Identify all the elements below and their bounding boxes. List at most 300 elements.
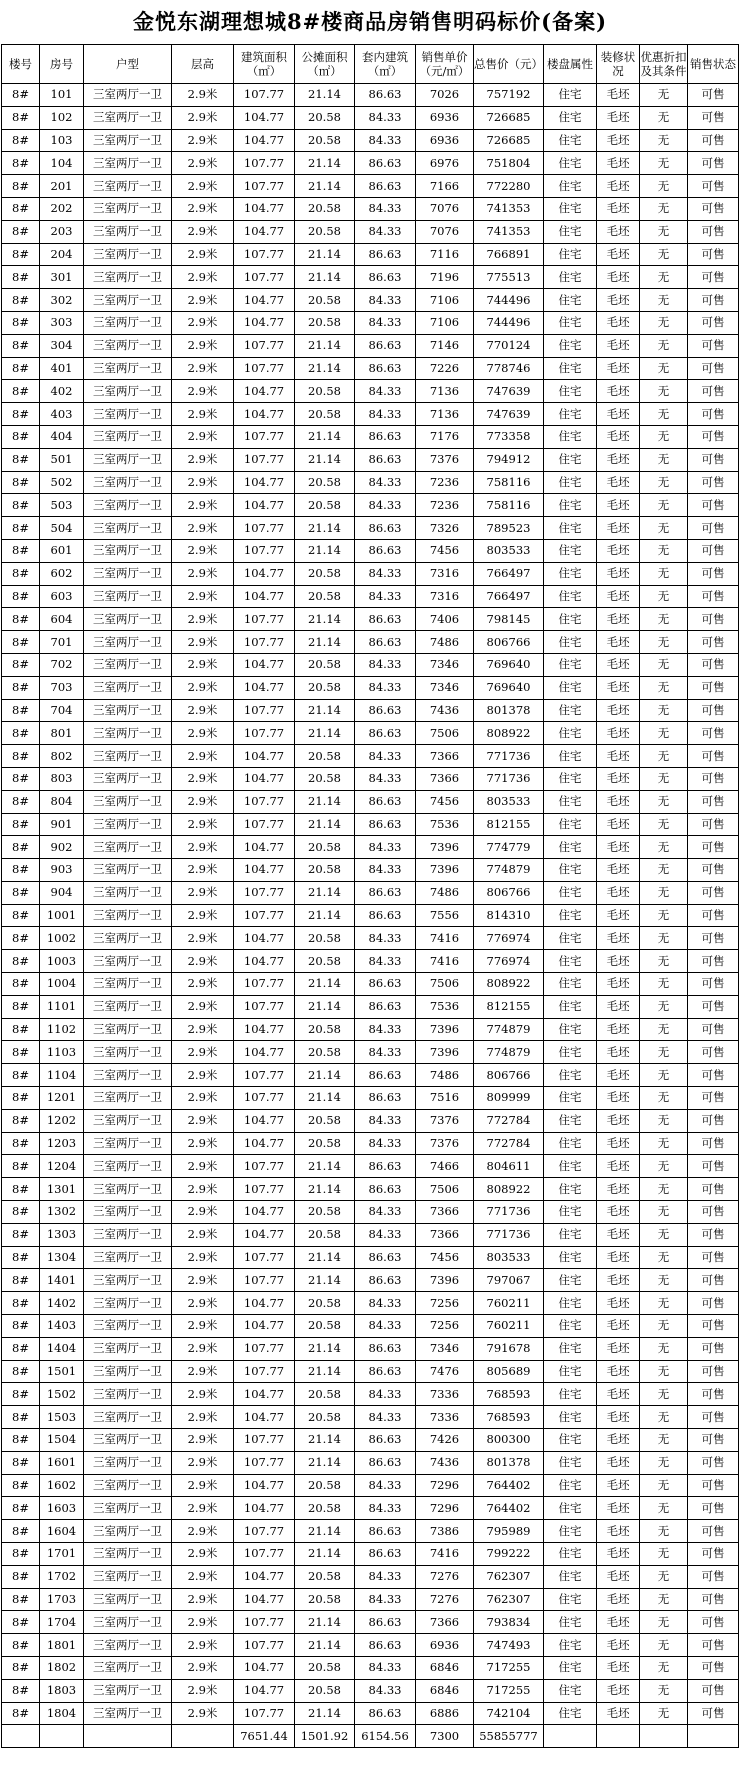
table-cell: 三室两厅一卫	[84, 1337, 172, 1360]
table-cell: 三室两厅一卫	[84, 311, 172, 334]
table-cell: 2.9米	[172, 676, 234, 699]
table-cell: 86.63	[355, 881, 416, 904]
table-cell: 毛坯	[597, 1383, 640, 1406]
total-cell	[597, 1725, 640, 1748]
table-cell: 2.9米	[172, 927, 234, 950]
table-cell: 401	[40, 357, 84, 380]
table-cell: 毛坯	[597, 995, 640, 1018]
table-row	[2, 175, 739, 198]
table-cell: 7466	[416, 1155, 474, 1178]
table-cell: 7456	[416, 1246, 474, 1269]
table-cell: 7506	[416, 722, 474, 745]
table-cell: 8#	[2, 1406, 40, 1429]
table-cell: 住宅	[544, 1383, 597, 1406]
table-cell: 住宅	[544, 1634, 597, 1657]
table-cell: 2.9米	[172, 1611, 234, 1634]
table-cell: 8#	[2, 266, 40, 289]
table-cell: 三室两厅一卫	[84, 1132, 172, 1155]
table-cell: 三室两厅一卫	[84, 1087, 172, 1110]
table-cell: 毛坯	[597, 243, 640, 266]
table-cell: 7486	[416, 631, 474, 654]
table-cell: 20.58	[295, 653, 355, 676]
table-cell: 107.77	[234, 539, 295, 562]
table-row	[2, 243, 739, 266]
table-cell: 2.9米	[172, 995, 234, 1018]
table-cell: 7136	[416, 380, 474, 403]
table-cell: 三室两厅一卫	[84, 699, 172, 722]
table-cell: 无	[640, 106, 688, 129]
table-row	[2, 1360, 739, 1383]
table-cell: 无	[640, 653, 688, 676]
table-cell: 303	[40, 311, 84, 334]
table-cell: 毛坯	[597, 608, 640, 631]
table-cell: 可售	[688, 517, 739, 540]
table-cell: 住宅	[544, 380, 597, 403]
table-cell: 三室两厅一卫	[84, 1497, 172, 1520]
table-cell: 可售	[688, 1611, 739, 1634]
table-cell: 21.14	[295, 1543, 355, 1566]
table-cell: 住宅	[544, 722, 597, 745]
table-cell: 107.77	[234, 790, 295, 813]
table-cell: 7416	[416, 927, 474, 950]
table-cell: 可售	[688, 1223, 739, 1246]
table-cell: 三室两厅一卫	[84, 1543, 172, 1566]
table-cell: 住宅	[544, 539, 597, 562]
table-cell: 8#	[2, 243, 40, 266]
table-cell: 21.14	[295, 1451, 355, 1474]
table-cell: 毛坯	[597, 562, 640, 585]
table-cell: 8#	[2, 859, 40, 882]
table-cell: 住宅	[544, 334, 597, 357]
table-cell: 住宅	[544, 1201, 597, 1224]
table-cell: 三室两厅一卫	[84, 995, 172, 1018]
table-cell: 毛坯	[597, 1018, 640, 1041]
table-cell: 86.63	[355, 448, 416, 471]
table-cell: 8#	[2, 1018, 40, 1041]
table-cell: 2.9米	[172, 790, 234, 813]
table-cell: 三室两厅一卫	[84, 927, 172, 950]
table-cell: 84.33	[355, 1109, 416, 1132]
table-cell: 2.9米	[172, 859, 234, 882]
table-cell: 104.77	[234, 585, 295, 608]
table-cell: 21.14	[295, 881, 355, 904]
table-cell: 三室两厅一卫	[84, 950, 172, 973]
table-cell: 801378	[474, 699, 544, 722]
table-cell: 202	[40, 197, 84, 220]
table-cell: 三室两厅一卫	[84, 767, 172, 790]
table-cell: 毛坯	[597, 1360, 640, 1383]
table-cell: 毛坯	[597, 1155, 640, 1178]
table-cell: 可售	[688, 813, 739, 836]
table-cell: 三室两厅一卫	[84, 106, 172, 129]
table-cell: 86.63	[355, 813, 416, 836]
table-cell: 毛坯	[597, 266, 640, 289]
table-cell: 可售	[688, 1679, 739, 1702]
table-cell: 可售	[688, 676, 739, 699]
table-cell: 86.63	[355, 1611, 416, 1634]
table-cell: 住宅	[544, 403, 597, 426]
table-cell: 三室两厅一卫	[84, 1520, 172, 1543]
table-cell: 21.14	[295, 1178, 355, 1201]
table-cell: 86.63	[355, 266, 416, 289]
table-cell: 8#	[2, 1178, 40, 1201]
table-cell: 1004	[40, 973, 84, 996]
table-cell: 7346	[416, 676, 474, 699]
table-cell: 7376	[416, 448, 474, 471]
table-cell: 2.9米	[172, 1155, 234, 1178]
table-cell: 7346	[416, 1337, 474, 1360]
table-cell: 毛坯	[597, 1337, 640, 1360]
table-cell: 107.77	[234, 608, 295, 631]
table-row	[2, 1497, 739, 1520]
table-cell: 1204	[40, 1155, 84, 1178]
table-cell: 可售	[688, 699, 739, 722]
table-cell: 769640	[474, 653, 544, 676]
table-cell: 20.58	[295, 1656, 355, 1679]
table-cell: 8#	[2, 1201, 40, 1224]
table-cell: 8#	[2, 699, 40, 722]
table-cell: 2.9米	[172, 745, 234, 768]
table-cell: 1301	[40, 1178, 84, 1201]
table-cell: 毛坯	[597, 1315, 640, 1338]
table-cell: 可售	[688, 220, 739, 243]
table-cell: 2.9米	[172, 471, 234, 494]
table-row	[2, 1132, 739, 1155]
table-cell: 84.33	[355, 471, 416, 494]
table-cell: 三室两厅一卫	[84, 175, 172, 198]
table-row	[2, 1064, 739, 1087]
table-cell: 三室两厅一卫	[84, 1679, 172, 1702]
table-cell: 84.33	[355, 106, 416, 129]
table-cell: 住宅	[544, 653, 597, 676]
table-cell: 503	[40, 494, 84, 517]
table-cell: 7456	[416, 539, 474, 562]
table-row	[2, 380, 739, 403]
table-cell: 808922	[474, 973, 544, 996]
table-cell: 可售	[688, 175, 739, 198]
table-cell: 84.33	[355, 1656, 416, 1679]
table-cell: 三室两厅一卫	[84, 1315, 172, 1338]
table-row	[2, 494, 739, 517]
table-cell: 104.77	[234, 1565, 295, 1588]
table-cell: 住宅	[544, 859, 597, 882]
table-cell: 无	[640, 220, 688, 243]
table-cell: 毛坯	[597, 1497, 640, 1520]
table-cell: 107.77	[234, 1634, 295, 1657]
column-header: 房号	[40, 45, 84, 84]
table-cell: 2.9米	[172, 1474, 234, 1497]
table-cell: 84.33	[355, 1474, 416, 1497]
table-cell: 8#	[2, 1565, 40, 1588]
table-cell: 7556	[416, 904, 474, 927]
table-row	[2, 1474, 739, 1497]
table-cell: 可售	[688, 1429, 739, 1452]
table-cell: 无	[640, 904, 688, 927]
table-cell: 8#	[2, 471, 40, 494]
table-cell: 住宅	[544, 494, 597, 517]
table-cell: 766497	[474, 585, 544, 608]
table-cell: 21.14	[295, 1087, 355, 1110]
table-cell: 8#	[2, 653, 40, 676]
table-cell: 可售	[688, 1087, 739, 1110]
table-cell: 1304	[40, 1246, 84, 1269]
table-cell: 2.9米	[172, 197, 234, 220]
table-cell: 无	[640, 1292, 688, 1315]
table-cell: 7396	[416, 1041, 474, 1064]
table-cell: 21.14	[295, 539, 355, 562]
table-cell: 1704	[40, 1611, 84, 1634]
table-row	[2, 1520, 739, 1543]
table-cell: 84.33	[355, 1223, 416, 1246]
table-cell: 304	[40, 334, 84, 357]
table-cell: 8#	[2, 1588, 40, 1611]
table-cell: 104.77	[234, 1018, 295, 1041]
table-cell: 86.63	[355, 1702, 416, 1725]
table-cell: 住宅	[544, 973, 597, 996]
table-cell: 无	[640, 539, 688, 562]
table-cell: 742104	[474, 1702, 544, 1725]
table-cell: 1702	[40, 1565, 84, 1588]
table-cell: 7486	[416, 881, 474, 904]
table-row	[2, 357, 739, 380]
table-cell: 毛坯	[597, 1679, 640, 1702]
table-cell: 可售	[688, 608, 739, 631]
table-cell: 2.9米	[172, 585, 234, 608]
column-header: 户型	[84, 45, 172, 84]
table-cell: 8#	[2, 1041, 40, 1064]
table-cell: 8#	[2, 197, 40, 220]
table-cell: 7476	[416, 1360, 474, 1383]
table-cell: 三室两厅一卫	[84, 197, 172, 220]
table-cell: 1602	[40, 1474, 84, 1497]
table-cell: 104.77	[234, 220, 295, 243]
table-cell: 104.77	[234, 653, 295, 676]
table-cell: 402	[40, 380, 84, 403]
table-cell: 2.9米	[172, 1588, 234, 1611]
table-cell: 104.77	[234, 1223, 295, 1246]
table-row	[2, 1451, 739, 1474]
table-cell: 8#	[2, 220, 40, 243]
table-cell: 107.77	[234, 266, 295, 289]
table-cell: 102	[40, 106, 84, 129]
table-cell: 可售	[688, 1634, 739, 1657]
table-cell: 无	[640, 722, 688, 745]
table-cell: 7516	[416, 1087, 474, 1110]
table-cell: 无	[640, 1360, 688, 1383]
table-cell: 7026	[416, 84, 474, 107]
table-cell: 毛坯	[597, 425, 640, 448]
table-cell: 无	[640, 1315, 688, 1338]
table-cell: 住宅	[544, 289, 597, 312]
table-row	[2, 1429, 739, 1452]
table-row	[2, 585, 739, 608]
table-cell: 毛坯	[597, 197, 640, 220]
total-cell	[172, 1725, 234, 1748]
table-cell: 799222	[474, 1543, 544, 1566]
table-cell: 104.77	[234, 1474, 295, 1497]
table-cell: 无	[640, 1588, 688, 1611]
table-cell: 201	[40, 175, 84, 198]
table-row	[2, 1178, 739, 1201]
table-cell: 758116	[474, 471, 544, 494]
total-cell: 7651.44	[234, 1725, 295, 1748]
table-cell: 毛坯	[597, 1109, 640, 1132]
table-cell: 20.58	[295, 494, 355, 517]
table-cell: 107.77	[234, 813, 295, 836]
table-cell: 104.77	[234, 950, 295, 973]
table-cell: 毛坯	[597, 1565, 640, 1588]
table-cell: 20.58	[295, 836, 355, 859]
table-cell: 7506	[416, 973, 474, 996]
table-cell: 84.33	[355, 197, 416, 220]
table-cell: 86.63	[355, 334, 416, 357]
table-cell: 8#	[2, 539, 40, 562]
table-cell: 774879	[474, 859, 544, 882]
table-cell: 住宅	[544, 1679, 597, 1702]
table-cell: 104.77	[234, 289, 295, 312]
table-cell: 无	[640, 1223, 688, 1246]
table-row	[2, 539, 739, 562]
table-cell: 107.77	[234, 1064, 295, 1087]
table-cell: 901	[40, 813, 84, 836]
table-cell: 住宅	[544, 448, 597, 471]
table-cell: 7166	[416, 175, 474, 198]
table-cell: 1603	[40, 1497, 84, 1520]
table-cell: 8#	[2, 1223, 40, 1246]
table-cell: 毛坯	[597, 1656, 640, 1679]
table-cell: 794912	[474, 448, 544, 471]
table-cell: 可售	[688, 1292, 739, 1315]
table-cell: 104.77	[234, 197, 295, 220]
table-cell: 903	[40, 859, 84, 882]
table-cell: 无	[640, 836, 688, 859]
column-header: 装修状况	[597, 45, 640, 84]
table-cell: 三室两厅一卫	[84, 1292, 172, 1315]
table-cell: 毛坯	[597, 950, 640, 973]
table-cell: 7536	[416, 995, 474, 1018]
table-cell: 7376	[416, 1132, 474, 1155]
table-cell: 2.9米	[172, 1702, 234, 1725]
table-cell: 8#	[2, 1679, 40, 1702]
table-cell: 1701	[40, 1543, 84, 1566]
table-cell: 104.77	[234, 1588, 295, 1611]
table-row	[2, 517, 739, 540]
table-cell: 1002	[40, 927, 84, 950]
table-cell: 101	[40, 84, 84, 107]
table-cell: 毛坯	[597, 631, 640, 654]
table-cell: 21.14	[295, 1702, 355, 1725]
table-cell: 2.9米	[172, 334, 234, 357]
table-cell: 2.9米	[172, 1406, 234, 1429]
table-cell: 1604	[40, 1520, 84, 1543]
table-cell: 无	[640, 289, 688, 312]
table-cell: 21.14	[295, 175, 355, 198]
table-cell: 2.9米	[172, 152, 234, 175]
table-cell: 86.63	[355, 1360, 416, 1383]
table-cell: 住宅	[544, 1292, 597, 1315]
table-cell: 无	[640, 1656, 688, 1679]
table-cell: 741353	[474, 197, 544, 220]
table-row	[2, 1246, 739, 1269]
table-cell: 21.14	[295, 722, 355, 745]
table-cell: 1401	[40, 1269, 84, 1292]
table-cell: 814310	[474, 904, 544, 927]
table-cell: 704	[40, 699, 84, 722]
table-cell: 20.58	[295, 1406, 355, 1429]
table-cell: 21.14	[295, 448, 355, 471]
table-cell: 107.77	[234, 631, 295, 654]
table-cell: 三室两厅一卫	[84, 881, 172, 904]
table-cell: 毛坯	[597, 881, 640, 904]
table-cell: 可售	[688, 745, 739, 768]
table-cell: 7396	[416, 1018, 474, 1041]
table-cell: 2.9米	[172, 243, 234, 266]
table-cell: 无	[640, 859, 688, 882]
table-cell: 三室两厅一卫	[84, 1474, 172, 1497]
table-cell: 无	[640, 767, 688, 790]
table-cell: 无	[640, 1520, 688, 1543]
table-cell: 8#	[2, 380, 40, 403]
table-cell: 86.63	[355, 1087, 416, 1110]
table-row	[2, 1087, 739, 1110]
table-cell: 可售	[688, 357, 739, 380]
table-cell: 住宅	[544, 813, 597, 836]
table-cell: 104.77	[234, 836, 295, 859]
table-cell: 8#	[2, 1429, 40, 1452]
table-row	[2, 1611, 739, 1634]
table-cell: 无	[640, 1702, 688, 1725]
table-cell: 毛坯	[597, 539, 640, 562]
table-cell: 107.77	[234, 425, 295, 448]
table-cell: 1504	[40, 1429, 84, 1452]
table-cell: 774779	[474, 836, 544, 859]
table-cell: 84.33	[355, 1406, 416, 1429]
table-cell: 8#	[2, 84, 40, 107]
table-cell: 无	[640, 197, 688, 220]
table-cell: 2.9米	[172, 1018, 234, 1041]
table-cell: 住宅	[544, 790, 597, 813]
table-cell: 三室两厅一卫	[84, 745, 172, 768]
table-cell: 可售	[688, 859, 739, 882]
table-cell: 701	[40, 631, 84, 654]
table-cell: 三室两厅一卫	[84, 1155, 172, 1178]
table-cell: 20.58	[295, 676, 355, 699]
table-cell: 住宅	[544, 995, 597, 1018]
table-cell: 6976	[416, 152, 474, 175]
table-cell: 无	[640, 311, 688, 334]
table-cell: 可售	[688, 767, 739, 790]
table-cell: 住宅	[544, 1543, 597, 1566]
table-cell: 三室两厅一卫	[84, 1201, 172, 1224]
table-cell: 793834	[474, 1611, 544, 1634]
table-cell: 21.14	[295, 631, 355, 654]
table-cell: 1302	[40, 1201, 84, 1224]
table-cell: 三室两厅一卫	[84, 1565, 172, 1588]
table-cell: 764402	[474, 1497, 544, 1520]
table-cell: 可售	[688, 995, 739, 1018]
table-cell: 住宅	[544, 517, 597, 540]
table-cell: 6886	[416, 1702, 474, 1725]
table-cell: 可售	[688, 1520, 739, 1543]
table-cell: 毛坯	[597, 1611, 640, 1634]
table-cell: 107.77	[234, 152, 295, 175]
table-cell: 104.77	[234, 745, 295, 768]
table-cell: 2.9米	[172, 539, 234, 562]
table-cell: 住宅	[544, 836, 597, 859]
table-cell: 三室两厅一卫	[84, 1429, 172, 1452]
table-cell: 无	[640, 1132, 688, 1155]
table-cell: 773358	[474, 425, 544, 448]
